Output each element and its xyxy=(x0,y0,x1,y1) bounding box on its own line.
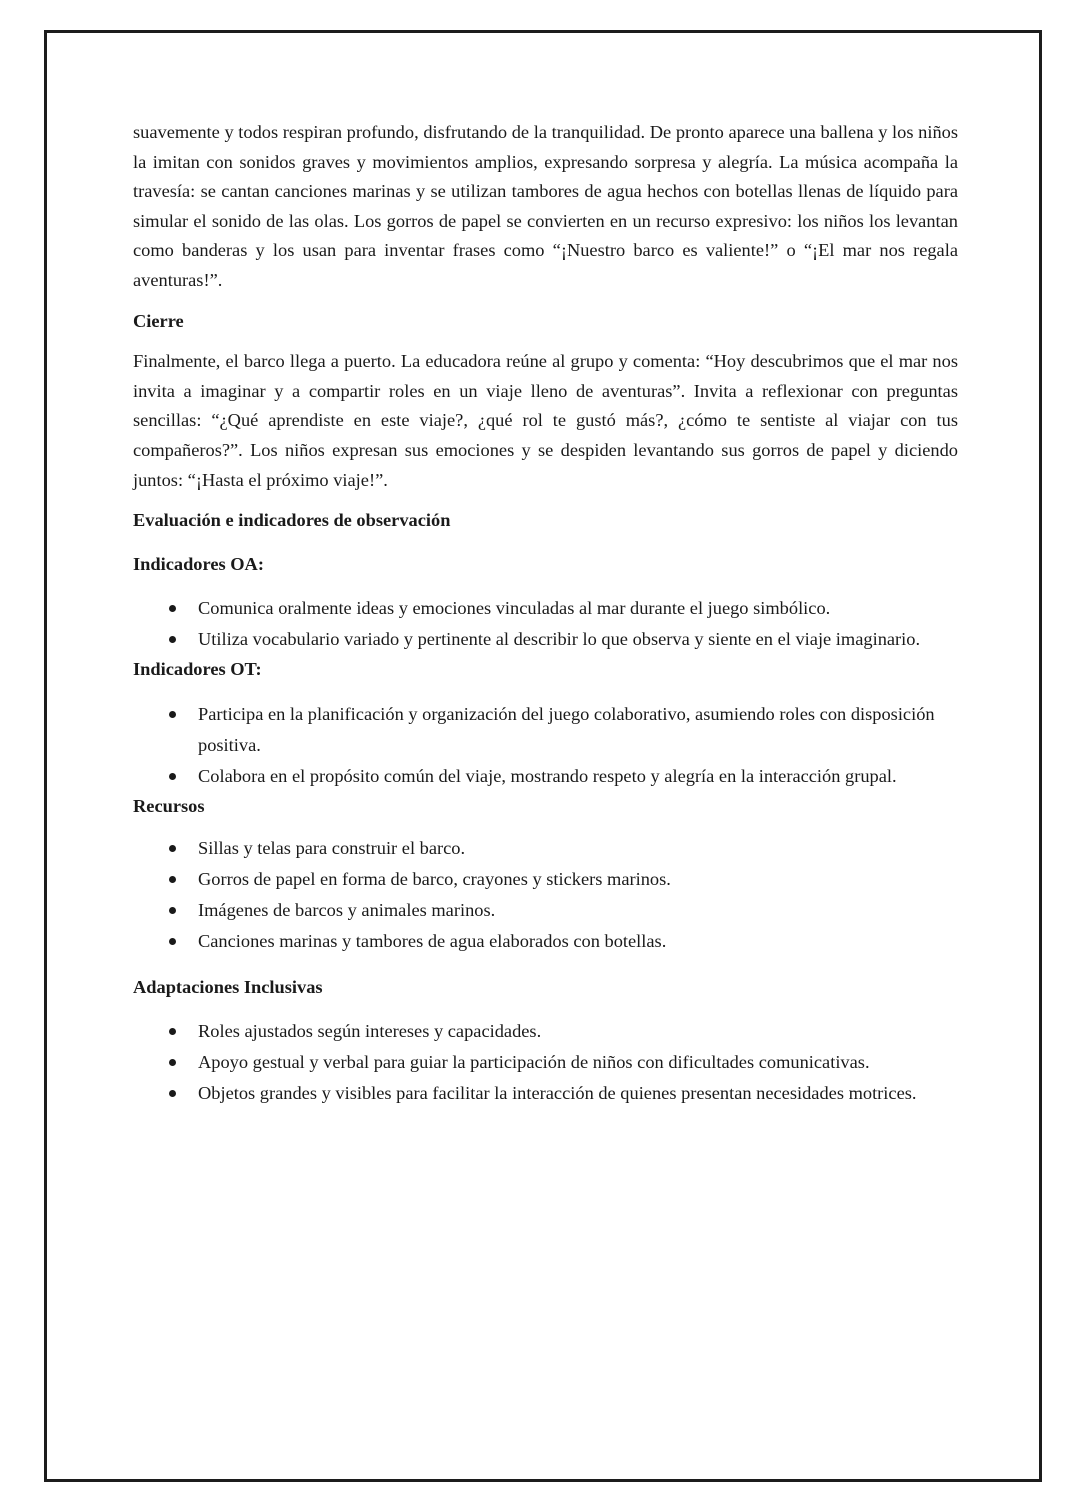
list-item-text: Comunica oralmente ideas y emociones vinculadas al mar durante el juego simbólico. xyxy=(198,598,831,619)
list-item-text: Roles ajustados según intereses y capacidades. xyxy=(198,1021,542,1042)
list-item xyxy=(133,926,958,957)
bullet-icon xyxy=(169,605,176,612)
list-item-text: Sillas y telas para construir el barco. xyxy=(198,837,466,858)
bullet-icon xyxy=(169,938,176,945)
indicadores-ot-heading: Indicadores OT: xyxy=(133,659,262,680)
list-item xyxy=(133,1078,958,1109)
evaluacion-heading: Evaluación e indicadores de observación xyxy=(133,510,451,531)
list-item-text: Utiliza vocabulario variado y pertinente al describir lo que observa y siente en el viaje imaginario. xyxy=(198,629,921,650)
list-item-text: Objetos grandes y visibles para facilitar la interacción de quienes presentan necesidades motrices. xyxy=(198,1083,917,1104)
indicadores-oa-heading: Indicadores OA: xyxy=(133,553,264,574)
list-item xyxy=(133,864,958,895)
document-body xyxy=(133,118,958,1109)
bullet-icon xyxy=(169,845,176,852)
bullet-icon xyxy=(169,1028,176,1035)
list-item xyxy=(133,1047,958,1078)
list-item-text: Gorros de papel en forma de barco, crayones y stickers marinos. xyxy=(198,868,671,889)
bullet-icon xyxy=(169,773,176,780)
intro-paragraph: suavemente y todos respiran profundo, disfrutando de la tranquilidad. De pronto aparece una ballena y los niños la imitan con sonidos graves y movimientos amplios, expresando sorpresa y alegría. La música acompaña la travesía: se cantan canciones marinas y se utilizan tambores de agua hechos con botellas llenas de líquido para simular el sonido de las olas. Los gorros de papel se convierten en un recurso expresivo: los niños los levantan como banderas y los usan para inventar frases como “¡Nuestro barco es valiente!” o “¡El mar nos regala aventuras!”. xyxy=(133,122,958,290)
bullet-icon xyxy=(169,1090,176,1097)
bullet-icon xyxy=(169,907,176,914)
list-item xyxy=(133,593,958,624)
bullet-icon xyxy=(169,711,176,718)
list-item xyxy=(133,833,958,864)
list-item xyxy=(133,895,958,926)
adaptaciones-heading: Adaptaciones Inclusivas xyxy=(133,976,323,997)
list-item-text: Colabora en el propósito común del viaje, mostrando respeto y alegría en la interacción grupal. xyxy=(198,765,897,786)
list-item-text: Apoyo gestual y verbal para guiar la participación de niños con dificultades comunicativas. xyxy=(198,1052,870,1073)
bullet-icon xyxy=(169,1059,176,1066)
list-item-text: Participa en la planificación y organización del juego colaborativo, asumiendo roles con disposición positiva. xyxy=(198,703,935,755)
list-item xyxy=(133,624,958,655)
list-item xyxy=(133,699,958,761)
list-item xyxy=(133,761,958,792)
adaptaciones-list xyxy=(133,1016,958,1109)
list-item-text: Imágenes de barcos y animales marinos. xyxy=(198,899,496,920)
recursos-heading: Recursos xyxy=(133,795,205,816)
cierre-heading: Cierre xyxy=(133,310,184,331)
list-item xyxy=(133,1016,958,1047)
indicadores-ot-list xyxy=(133,699,958,792)
indicadores-oa-list xyxy=(133,593,958,655)
bullet-icon xyxy=(169,876,176,883)
cierre-paragraph: Finalmente, el barco llega a puerto. La educadora reúne al grupo y comenta: “Hoy descubrimos que el mar nos invita a imaginar y a compartir roles en un viaje lleno de aventuras”. Invita a reflexionar con preguntas sencillas: “¿Qué aprendiste en este viaje?, ¿qué rol te gustó más?, ¿cómo te sentiste al viajar con tus compañeros?”. Los niños expresan sus emociones y se despiden levantando sus gorros de papel y diciendo juntos: “¡Hasta el próximo viaje!”. xyxy=(133,351,958,490)
recursos-list xyxy=(133,833,958,957)
bullet-icon xyxy=(169,636,176,643)
list-item-text: Canciones marinas y tambores de agua elaborados con botellas. xyxy=(198,930,667,951)
